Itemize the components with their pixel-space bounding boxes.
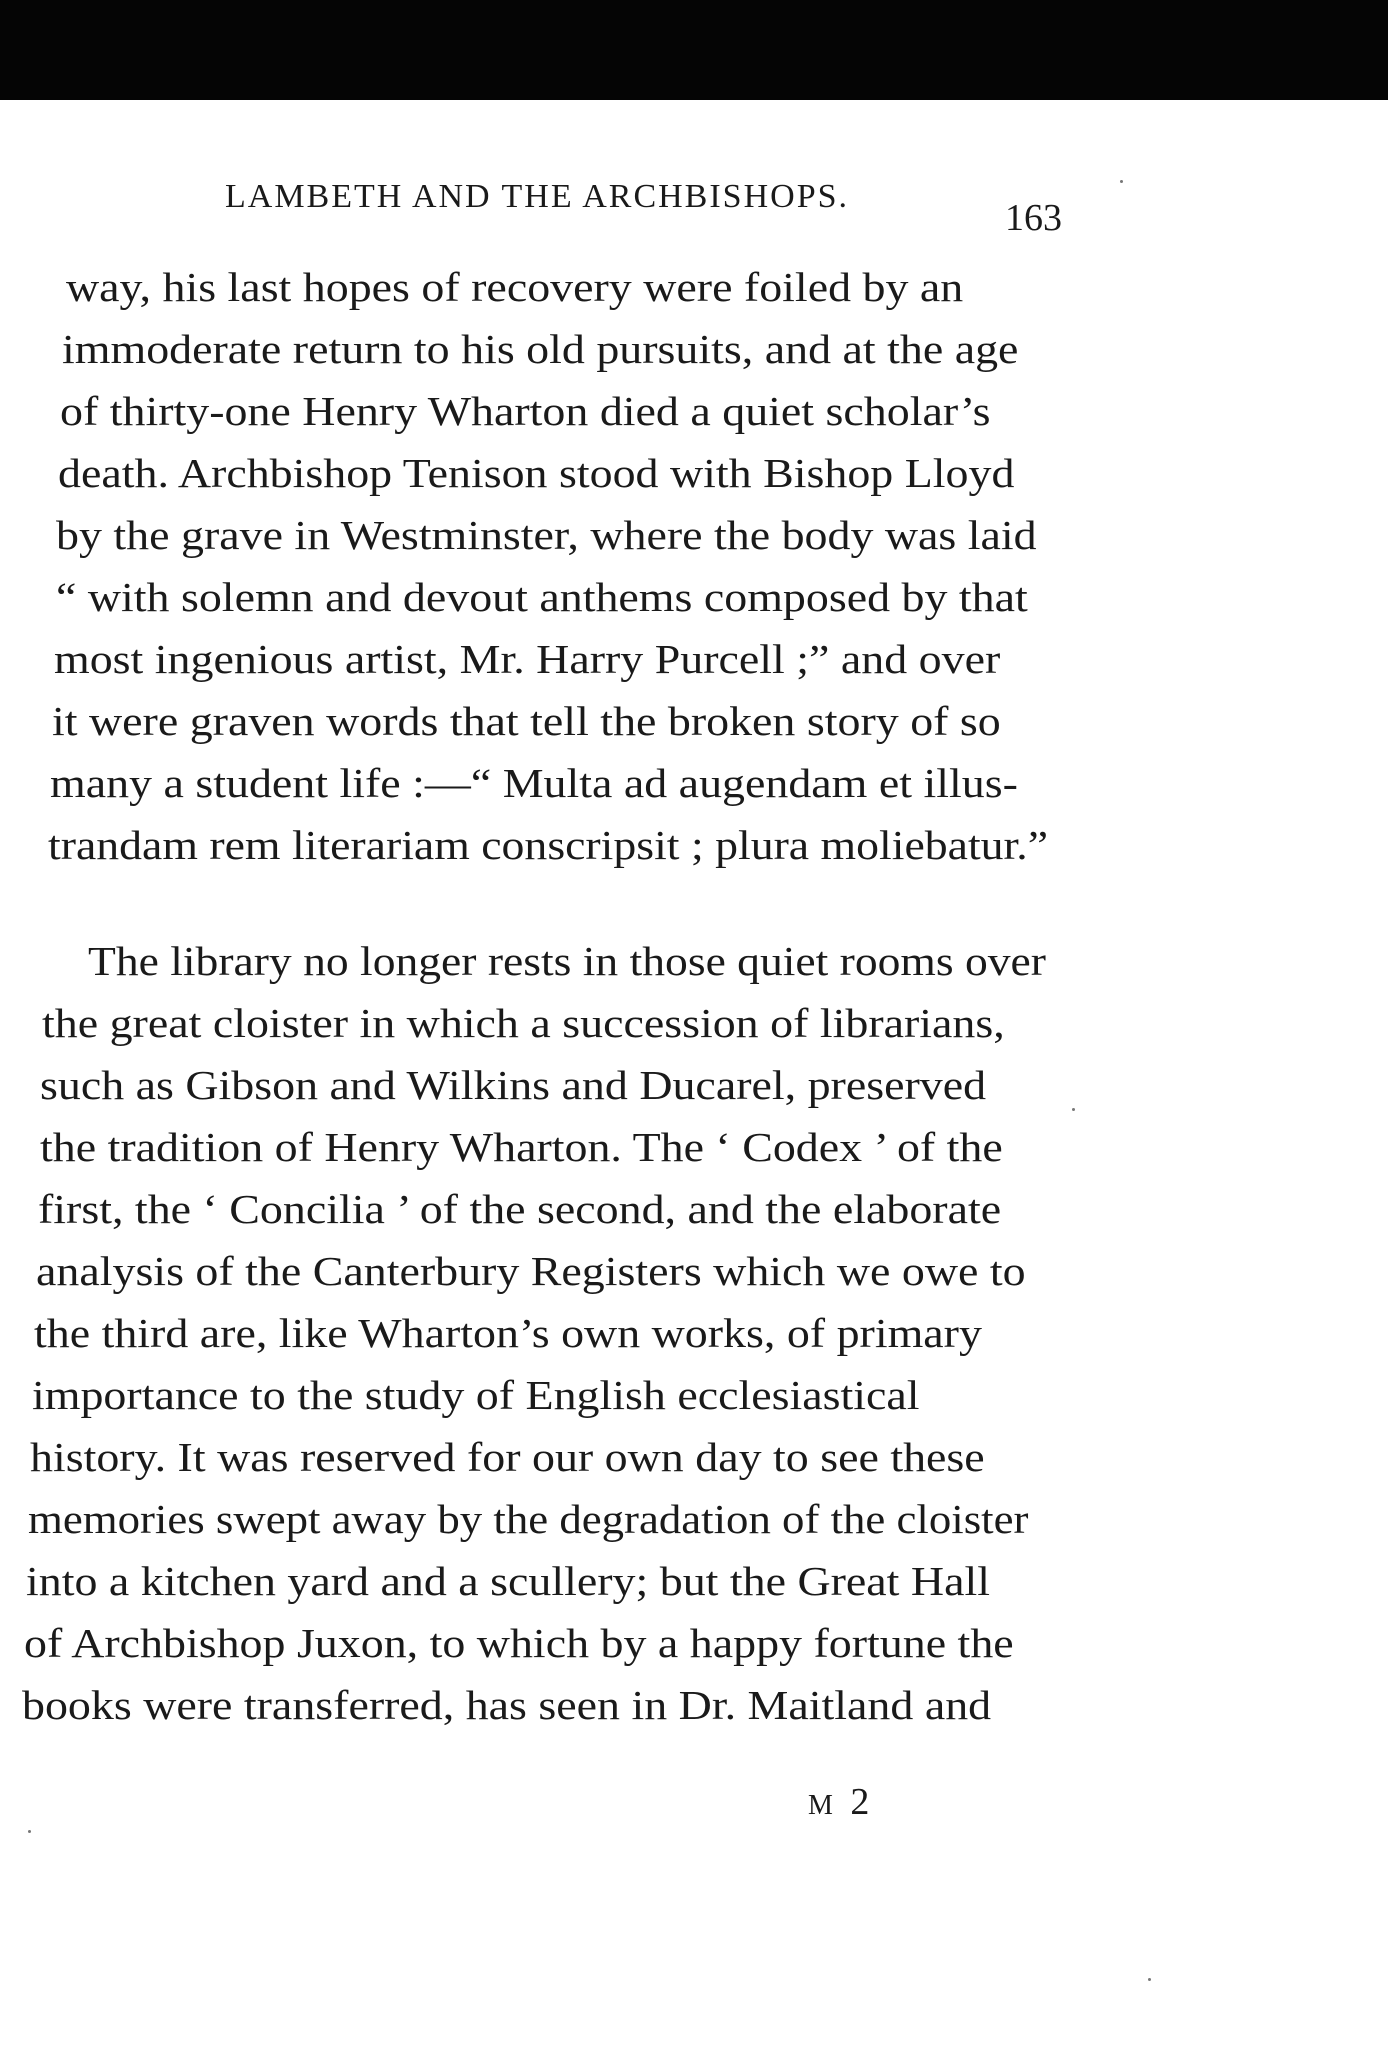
signature-number: 2	[850, 1781, 874, 1823]
paragraph-2-line-13: books were transferred, has seen in Dr. Maitland and	[22, 1682, 992, 1728]
paragraph-2-line-1: The library no longer rests in those quiet rooms over	[88, 938, 1046, 984]
scan-speck	[28, 1830, 31, 1833]
paragraph-2-line-7: the third are, like Wharton’s own works, of primary	[34, 1310, 982, 1356]
signature-letter: M	[808, 1790, 837, 1821]
scan-speck	[1120, 180, 1123, 183]
paragraph-2-line-2: the great cloister in which a succession of librarians,	[42, 1000, 1005, 1046]
scan-speck	[1072, 1108, 1075, 1111]
paragraph-1-line-1: way, his last hopes of recovery were foiled by an	[66, 264, 964, 310]
page-number: 163	[1005, 197, 1062, 239]
paragraph-2-line-8: importance to the study of English ecclesiastical	[32, 1372, 920, 1418]
paragraph-1-line-4: death. Archbishop Tenison stood with Bishop Lloyd	[58, 450, 1015, 496]
paragraph-2-line-11: into a kitchen yard and a scullery; but the Great Hall	[26, 1558, 990, 1604]
paragraph-2-line-3: such as Gibson and Wilkins and Ducarel, preserved	[40, 1062, 987, 1108]
paragraph-2-line-12: of Archbishop Juxon, to which by a happy fortune the	[24, 1620, 1014, 1666]
paragraph-1-line-10: trandam rem literariam conscripsit ; plura moliebatur.”	[48, 822, 1049, 868]
printer-signature	[808, 1780, 873, 1824]
paragraph-2-line-9: history. It was reserved for our own day to see these	[30, 1434, 985, 1480]
paragraph-2-line-5: first, the ‘ Concilia ’ of the second, and the elaborate	[38, 1186, 1002, 1232]
paragraph-1-line-9: many a student life :—“ Multa ad augendam et illus-	[50, 760, 1018, 806]
paragraph-2-line-10: memories swept away by the degradation of the cloister	[28, 1496, 1029, 1542]
paragraph-1-line-3: of thirty-one Henry Wharton died a quiet scholar’s	[60, 388, 991, 434]
paragraph-2-line-6: analysis of the Canterbury Registers which we owe to	[36, 1248, 1026, 1294]
paragraph-1-line-7: most ingenious artist, Mr. Harry Purcell ;” and over	[54, 636, 1001, 682]
paragraph-1-line-8: it were graven words that tell the broken story of so	[52, 698, 1001, 744]
paragraph-1-line-6: “ with solemn and devout anthems composed by that	[56, 574, 1028, 620]
running-head: LAMBETH AND THE ARCHBISHOPS.	[225, 178, 850, 215]
paragraph-2-line-4: the tradition of Henry Wharton. The ‘ Codex ’ of the	[40, 1124, 1003, 1170]
paragraph-1-line-5: by the grave in Westminster, where the body was laid	[56, 512, 1037, 558]
scan-speck	[1148, 1978, 1151, 1981]
paragraph-1-line-2: immoderate return to his old pursuits, and at the age	[62, 326, 1019, 372]
